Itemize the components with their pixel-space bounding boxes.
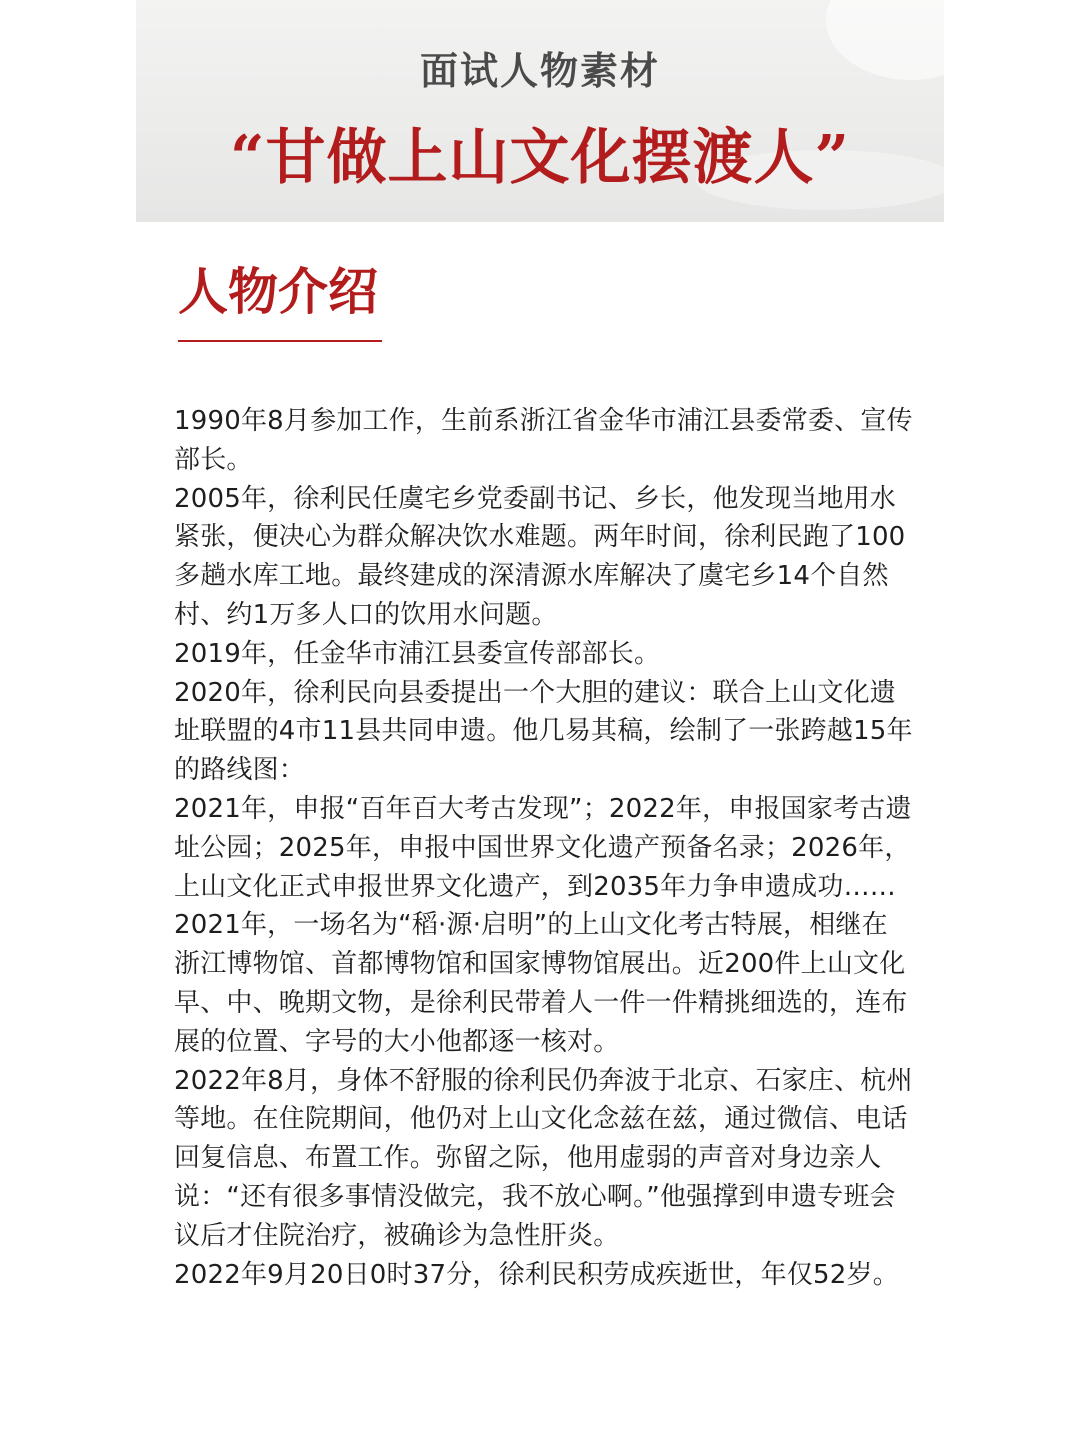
banner-subtitle: 面试人物素材 (419, 49, 660, 93)
bio-paragraph: 2005年，徐利民任虞宅乡党委副书记、乡长，他发现当地用水紧张，便决心为群众解决饮水难题。两年时间，徐利民跑了100多趟水库工地。最终建成的深清源水库解决了虞宅乡14个自然村、约1万多人口的饮用水问题。 (174, 483, 906, 630)
bio-text (174, 402, 914, 1294)
bio-paragraph: 2022年8月，身体不舒服的徐利民仍奔波于北京、石家庄、杭州等地。在住院期间，他仍对上山文化念兹在兹，通过微信、电话回复信息、布置工作。弥留之际，他用虚弱的声音对身边亲人说：“还有很多事情没做完，我不放心啊。”他强撑到申遗专班会议后才住院治疗，被确诊为急性肝炎。 (174, 1065, 913, 1251)
bio-paragraph: 1990年8月参加工作，生前系浙江省金华市浦江县委常委、宣传部长。 (174, 406, 913, 475)
bio-paragraph: 2022年9月20日0时37分，徐利民积劳成疾逝世，年仅52岁。 (174, 1259, 899, 1290)
bio-paragraph: 2019年，任金华市浦江县委宣传部部长。 (174, 638, 661, 669)
bio-paragraph: 2021年，申报“百年百大考古发现”；2022年，申报国家考古遗址公园；2025年，申报中国世界文化遗产预备名录；2026年，上山文化正式申报世界文化遗产，到2035年力争申遗成功…… (174, 793, 912, 902)
bio-paragraph: 2021年，一场名为“稻·源·启明”的上山文化考古特展，相继在浙江博物馆、首都博物馆和国家博物馆展出。近200件上山文化早、中、晚期文物，是徐利民带着人一件一件精挑细选的，连布展的位置、字号的大小他都逐一核对。 (174, 910, 908, 1057)
section-underline (178, 340, 382, 342)
banner-title: “甘做上山文化摆渡人” (229, 123, 851, 193)
header-banner (136, 0, 944, 222)
section-heading: 人物介绍 (178, 262, 378, 321)
bio-paragraph: 2020年，徐利民向县委提出一个大胆的建议：联合上山文化遗址联盟的4市11县共同申遗。他几易其稿，绘制了一张跨越15年的路线图： (174, 677, 913, 786)
